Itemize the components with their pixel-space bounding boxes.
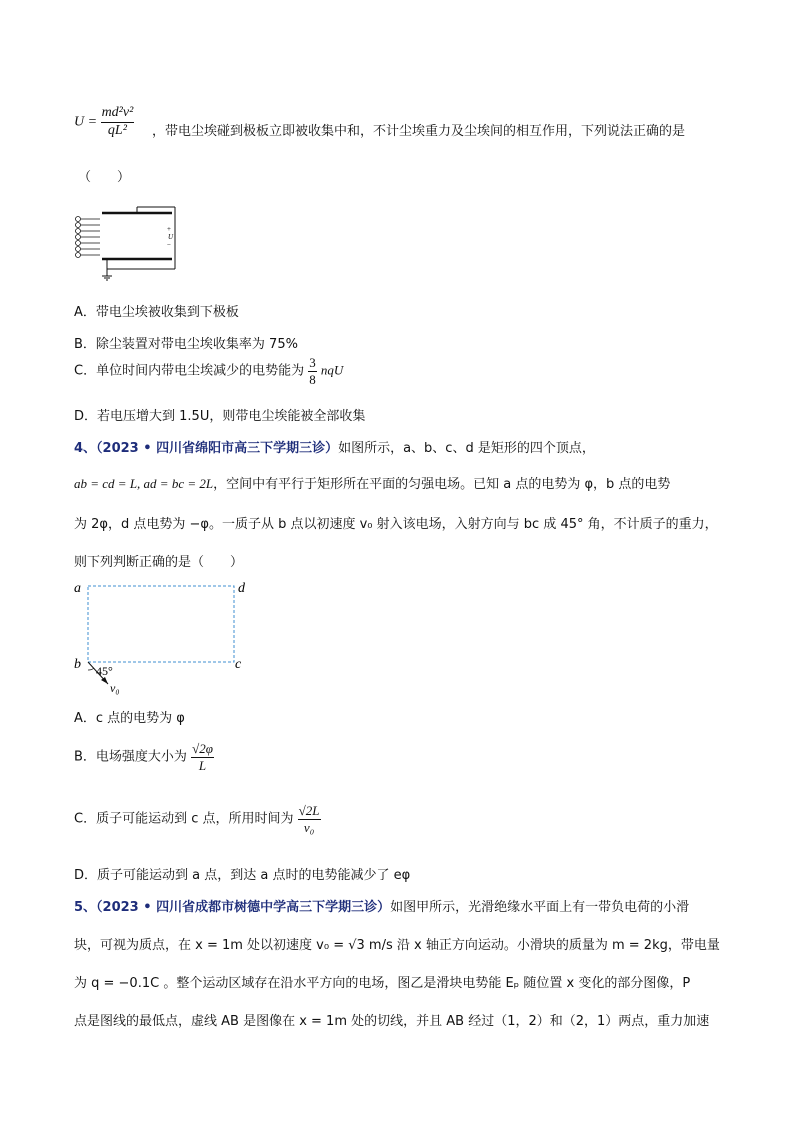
- q3-option-c-fraction: [308, 356, 317, 386]
- q4-line-2: [74, 473, 670, 492]
- q3-option-a: A．带电尘埃被收集到下极板: [74, 305, 239, 320]
- q5-line-2: 块，可视为质点，在 x = 1m 处以初速度 v₀ = √3 m/s 沿 x 轴正方向运动。小滑块的质量为 m = 2kg，带电量: [74, 938, 720, 953]
- q3-formula-denominator: qL²: [107, 122, 127, 138]
- q4-header: 4、（2023 • 四川省绵阳市高三下学期三诊）: [74, 441, 339, 456]
- q4-option-b-prefix: B．电场强度大小为: [74, 749, 187, 765]
- q4-line-1: [74, 437, 595, 456]
- q4-option-c: [74, 804, 321, 834]
- q3-option-c-denominator: 8: [309, 371, 316, 387]
- vertex-a-label: a: [74, 581, 81, 596]
- q3-option-c-prefix: C．单位时间内带电尘埃减少的电势能为: [74, 363, 305, 379]
- q4-option-c-fraction: [298, 804, 321, 834]
- q4-option-b-denominator: L: [198, 757, 207, 773]
- minus-sign: −: [167, 241, 171, 249]
- q4-option-c-prefix: C．质子可能运动到 c 点，所用时间为: [74, 811, 294, 827]
- q4-option-b: [74, 742, 214, 772]
- q3-option-d: D．若电压增大到 1.5U，则带电尘埃能被全部收集: [74, 409, 366, 424]
- q5-line-3: 为 q = −0.1C 。整个运动区域存在沿水平方向的电场，图乙是滑块电势能 Eₚ 随位置 x 变化的部分图像，P: [74, 976, 691, 991]
- q3-option-c-suffix: nqU: [320, 362, 344, 378]
- q5-header: 5、（2023 • 四川省成都市树德中学高三下学期三诊）: [74, 900, 391, 915]
- voltage-label: U: [168, 233, 174, 241]
- q4-option-d: D．质子可能运动到 a 点，到达 a 点时的电势能减少了 eφ: [74, 868, 411, 883]
- dust-collector-figure: [72, 205, 182, 285]
- q4-option-c-denominator: v₀: [303, 819, 315, 835]
- q3-option-c: [74, 356, 343, 386]
- q4-option-b-fraction: [191, 742, 214, 772]
- q5-line-4: 点是图线的最低点，虚线 AB 是图像在 x = 1m 处的切线，并且 AB 经过（1，2）和（2，1）两点，重力加速: [74, 1014, 710, 1029]
- velocity-label: v₀: [110, 681, 120, 695]
- vertex-b-label: b: [74, 657, 81, 672]
- q4-option-b-numerator: √2φ: [192, 741, 213, 756]
- q5-line-1: [74, 896, 689, 915]
- rectangle-abcd-figure: [70, 576, 260, 700]
- q4-line-2-text: ，空间中有平行于矩形所在平面的匀强电场。已知 a 点的电势为 φ，b 点的电势: [213, 477, 671, 492]
- q3-formula-lhs: U =: [74, 114, 98, 130]
- q4-line-2-formula: ab = cd = L, ad = bc = 2L: [74, 476, 214, 491]
- q4-line-3: 为 2φ，d 点电势为 −φ。一质子从 b 点以初速度 v₀ 射入该电场，入射方向与 bc 成 45° 角，不计质子的重力，: [74, 517, 718, 532]
- angle-label: 45°: [96, 664, 113, 678]
- q3-formula-numerator: md²v²: [101, 106, 135, 123]
- vertex-d-label: d: [238, 581, 245, 596]
- q3-stem: ，带电尘埃碰到极板立即被收集中和，不计尘埃重力及尘埃间的相互作用，下列说法正确的是: [152, 124, 686, 139]
- q4-line-4: 则下列判断正确的是（ ）: [74, 555, 244, 570]
- q3-formula-fraction: [101, 106, 135, 138]
- vertex-c-label: c: [235, 657, 242, 672]
- q3-paren: （ ）: [78, 170, 131, 185]
- q3-formula: [74, 106, 134, 138]
- plus-sign: +: [167, 225, 171, 233]
- q5-line-1-text: 如图甲所示，光滑绝缘水平面上有一带负电荷的小滑: [390, 900, 690, 915]
- q3-option-c-numerator: 3: [309, 355, 316, 370]
- q4-line-1-text: 如图所示，a、b、c、d 是矩形的四个顶点，: [338, 441, 595, 456]
- q4-option-c-numerator: √2L: [298, 803, 320, 818]
- q3-option-b: B．除尘装置对带电尘埃收集率为 75%: [74, 337, 298, 352]
- q4-option-a: A．c 点的电势为 φ: [74, 711, 185, 726]
